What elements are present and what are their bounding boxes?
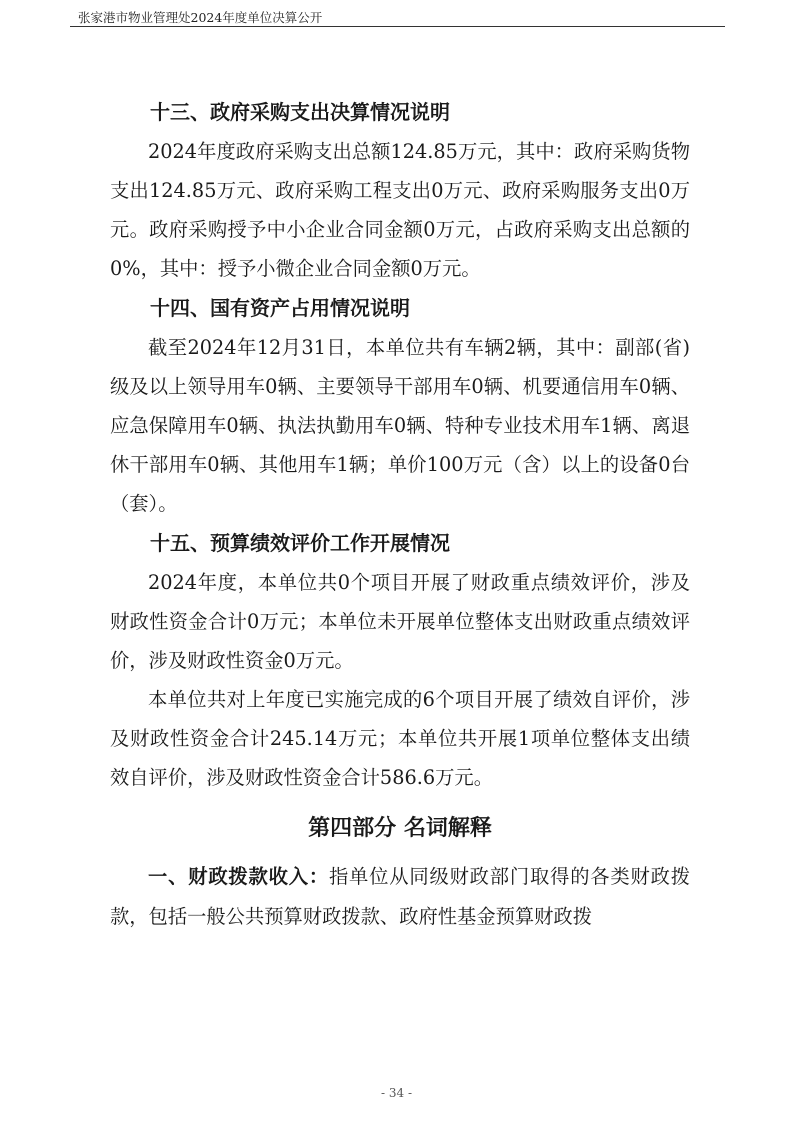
header-rule: [70, 26, 725, 27]
section-heading: 十四、国有资产占用情况说明: [150, 296, 410, 320]
section-heading: 十五、预算绩效评价工作开展情况: [150, 531, 450, 555]
paragraph: 本单位共对上年度已实施完成的6个项目开展了绩效自评价，涉及财政性资金合计245.14万元；本单位共开展1项单位整体支出绩效自评价，涉及财政性资金合计586.6万元。: [110, 688, 690, 789]
paragraph: 2024年度政府采购支出总额124.85万元，其中：政府采购货物支出124.85万元、政府采购工程支出0万元、政府采购服务支出0万元。政府采购授予中小企业合同金额0万元，占政府采购支出总额的0%，其中：授予小微企业合同金额0万元。: [110, 140, 690, 280]
paragraph: 2024年度，本单位共0个项目开展了财政重点绩效评价，涉及财政性资金合计0万元；本单位未开展单位整体支出财政重点绩效评价，涉及财政性资金0万元。: [110, 571, 690, 672]
section-15: [110, 523, 690, 797]
part-title: 第四部分 名词解释: [308, 816, 492, 841]
paragraph: 截至2024年12月31日，本单位共有车辆2辆，其中：副部(省)级及以上领导用车0辆、主要领导干部用车0辆、机要通信用车0辆、应急保障用车0辆、执法执勤用车0辆、特种专业技术用车1辆、离退休干部用车0辆、其他用车1辆；单价100万元（含）以上的设备0台（套）。: [110, 336, 690, 515]
term-text: 指单位从同级财政部门取得的各类财政拨款，包括一般公共预算财政拨款、政府性基金预算财政拨: [110, 865, 691, 928]
part-four: [110, 805, 690, 937]
section-13: [110, 92, 690, 288]
term-definition: [110, 857, 690, 937]
section-14: [110, 288, 690, 523]
page-number: - 34 -: [380, 1086, 412, 1100]
section-heading: 十三、政府采购支出决算情况说明: [150, 100, 450, 124]
page-body: [110, 92, 690, 937]
running-header: 张家港市物业管理处2024年度单位决算公开: [78, 10, 323, 25]
term-label: 一、财政拨款收入：: [148, 865, 329, 888]
